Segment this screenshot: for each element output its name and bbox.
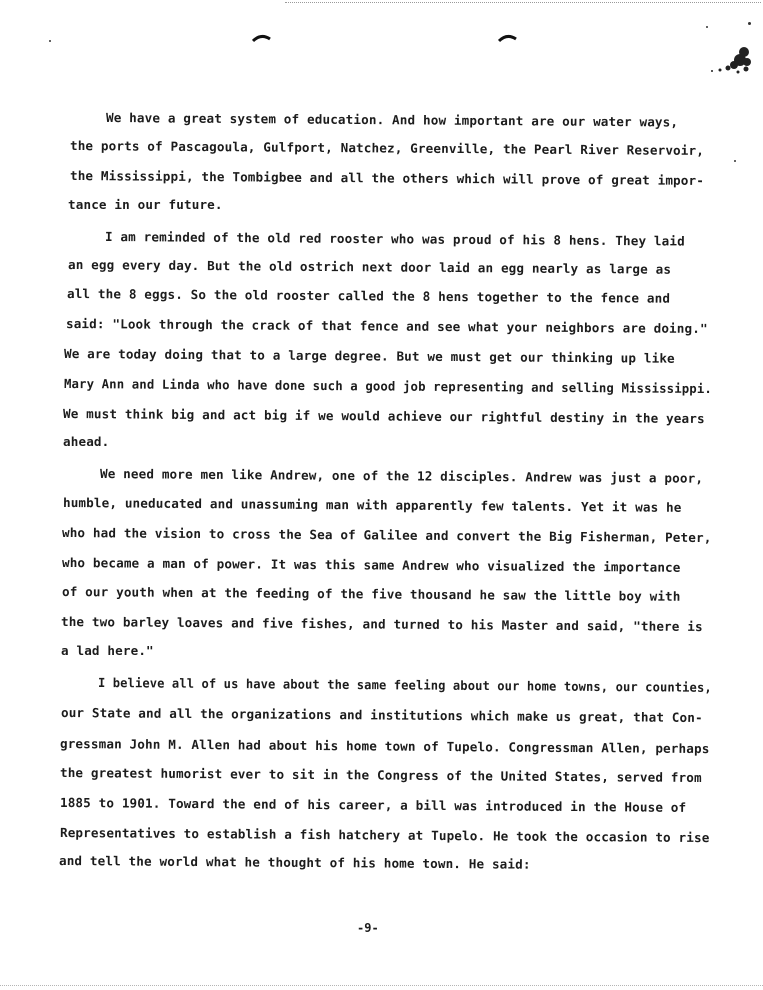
body-line: 1885 to 1901. Toward the end of his career, a bill was introduced in the House of	[59, 795, 687, 815]
body-line: the greatest humorist ever to sit in the Congress of the United States, served from	[59, 765, 702, 786]
scan-speck	[748, 22, 751, 25]
body-line: who became a man of power. It was this same Andrew who visualized the importance	[61, 555, 681, 575]
binder-hole-mark-right	[498, 33, 518, 43]
body-line: the ports of Pascagoula, Gulfport, Natchez, Greenville, the Pearl River Reservoir,	[69, 138, 705, 158]
body-line: an egg every day. But the old ostrich next door laid an egg nearly as large as	[67, 257, 672, 277]
body-line: We need more men like Andrew, one of the 12 disciples. Andrew was just a poor,	[99, 466, 704, 486]
body-line: said: "Look through the crack of that fence and see what your neighbors are doing."	[65, 316, 708, 337]
body-line: I am reminded of the old red rooster who was proud of his 8 hens. They laid	[104, 229, 685, 249]
body-line: all the 8 eggs. So the old rooster called the 8 hens together to the fence and	[66, 286, 671, 306]
scan-speck	[49, 40, 51, 42]
scan-bottom-border	[0, 985, 763, 986]
binder-hole-mark-left	[252, 33, 272, 43]
body-line: I believe all of us have about the same feeling about our home towns, our counties,	[97, 675, 712, 695]
body-line: humble, uneducated and unassuming man with apparently few talents. Yet it was he	[62, 495, 682, 515]
body-line: our State and all the organizations and institutions which make us great, that Con-	[60, 705, 703, 726]
page-number: -9-	[357, 921, 379, 935]
scan-speck	[706, 26, 708, 28]
body-line: tance in our future.	[68, 197, 223, 212]
body-line: ahead.	[63, 434, 110, 449]
body-line: Mary Ann and Linda who have done such a good job representing and selling Mississippi.	[63, 376, 712, 397]
body-line: the two barley loaves and five fishes, and turned to his Master and said, "there is	[60, 614, 703, 635]
body-line: We have a great system of education. And how important are our water ways,	[105, 110, 679, 130]
body-line: the Mississippi, the Tombigbee and all the others which will prove of great impor-	[69, 168, 705, 188]
scan-smudge	[700, 38, 758, 84]
body-line: gressman John M. Allen had about his home town of Tupelo. Congressman Allen, perhaps	[59, 736, 710, 757]
body-line: a lad here."	[61, 643, 154, 658]
scan-speck	[734, 160, 736, 162]
scan-top-border	[285, 2, 761, 3]
body-line: Representatives to establish a fish hatchery at Tupelo. He took the occasion to rise	[59, 825, 710, 846]
body-line: of our youth when at the feeding of the five thousand he saw the little boy with	[61, 584, 681, 604]
body-line: and tell the world what he thought of his home town. He said:	[58, 853, 531, 872]
body-line: We are today doing that to a large degree. But we must get our thinking up like	[63, 346, 675, 366]
body-line: We must think big and act big if we would achieve our rightful destiny in the years	[62, 406, 705, 427]
body-line: who had the vision to cross the Sea of Galilee and convert the Big Fisherman, Peter,	[61, 525, 712, 546]
